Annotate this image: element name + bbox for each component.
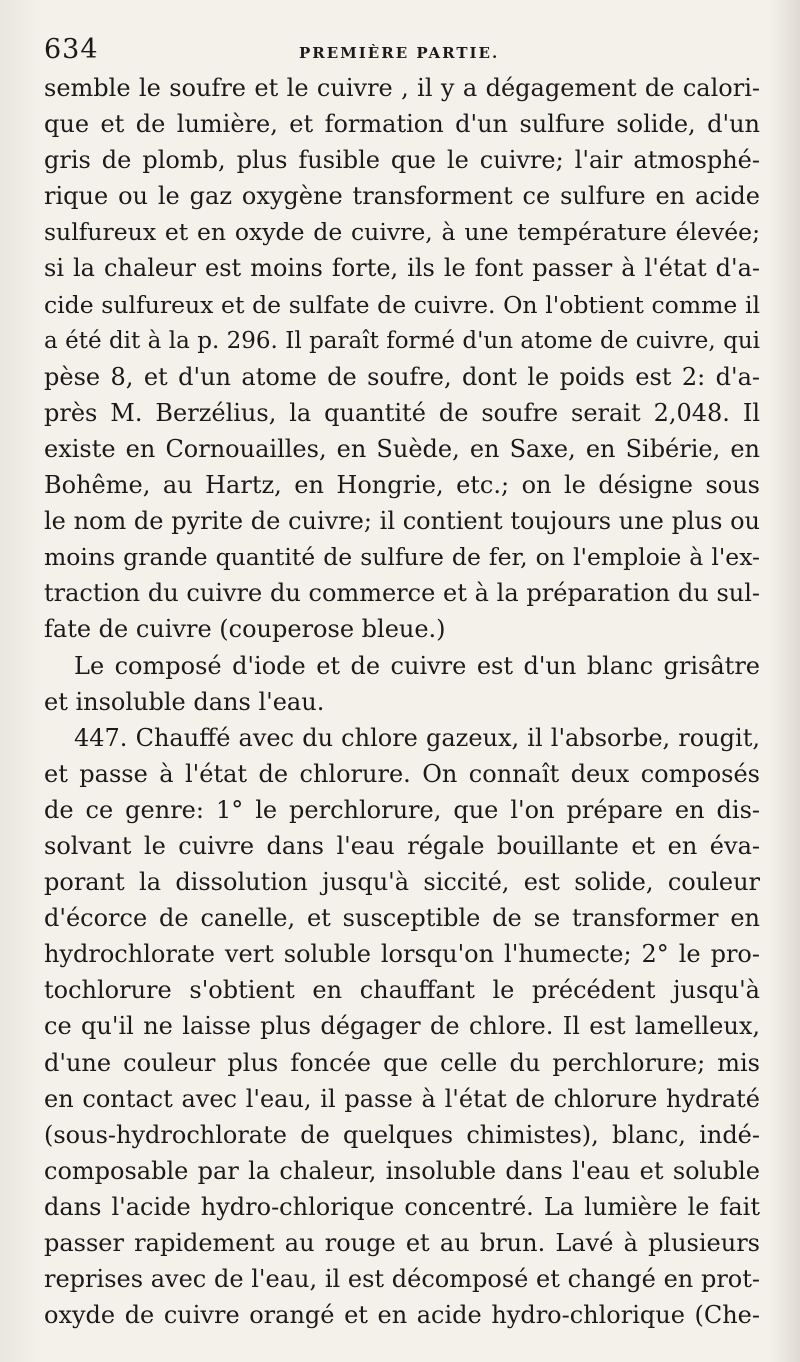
text-line: moins grande quantité de sulfure de fer, on l'emploie à l'ex- [44, 543, 760, 572]
text-line: hydrochlorate vert soluble lorsqu'on l'humecte; 2° le pro- [44, 940, 760, 969]
page-number: 634 [44, 34, 99, 65]
text-line: si la chaleur est moins forte, ils le font passer à l'état d'a- [44, 254, 760, 283]
text-line: près M. Berzélius, la quantité de soufre serait 2,048. Il [44, 398, 760, 427]
page-header [44, 34, 760, 70]
text-line: dans l'acide hydro-chlorique concentré. La lumière le fait [44, 1192, 760, 1221]
text-line: que et de lumière, et formation d'un sulfure solide, d'un [44, 110, 760, 139]
text-line: tochlorure s'obtient en chauffant le précédent jusqu'à [44, 976, 760, 1005]
text-line: ce qu'il ne laisse plus dégager de chlore. Il est lamelleux, [44, 1012, 760, 1041]
text-line: (sous-hydrochlorate de quelques chimistes), blanc, indé- [44, 1120, 760, 1149]
body-text [44, 70, 760, 1333]
text-line: oxyde de cuivre orangé et en acide hydro-chlorique (Che- [44, 1301, 760, 1330]
text-line: traction du cuivre du commerce et à la préparation du sul- [44, 579, 760, 608]
text-line: 447. Chauffé avec du chlore gazeux, il l'absorbe, rougit, [74, 723, 760, 752]
text-line: en contact avec l'eau, il passe à l'état de chlorure hydraté [44, 1084, 760, 1113]
text-line: composable par la chaleur, insoluble dans l'eau et soluble [44, 1156, 760, 1185]
text-line: et passe à l'état de chlorure. On connaît deux composés [44, 759, 760, 788]
text-line: d'écorce de canelle, et susceptible de se transformer en [44, 904, 760, 933]
text-line: fate de cuivre (couperose bleue.) [44, 615, 446, 644]
text-line: pèse 8, et d'un atome de soufre, dont le poids est 2: d'a- [44, 362, 760, 391]
text-line: gris de plomb, plus fusible que le cuivre; l'air atmosphé- [44, 146, 760, 175]
text-line: porant la dissolution jusqu'à siccité, est solide, couleur [44, 868, 760, 897]
text-line: et insoluble dans l'eau. [44, 687, 325, 716]
text-line: a été dit à la p. 296. Il paraît formé d'un atome de cuivre, qui [44, 327, 760, 354]
text-line: reprises avec de l'eau, il est décomposé et changé en prot- [44, 1265, 760, 1294]
text-line: semble le soufre et le cuivre , il y a dégagement de calori- [44, 74, 760, 102]
text-line: sulfureux et en oxyde de cuivre, à une température élevée; [44, 218, 760, 247]
text-line: d'une couleur plus foncée que celle du perchlorure; mis [44, 1048, 760, 1077]
running-head: PREMIÈRE PARTIE. [299, 44, 500, 62]
text-line: existe en Cornouailles, en Suède, en Saxe, en Sibérie, en [44, 434, 760, 463]
text-line: solvant le cuivre dans l'eau régale bouillante et en éva- [44, 831, 760, 860]
text-line: cide sulfureux et de sulfate de cuivre. On l'obtient comme il [44, 290, 760, 319]
text-line: Bohême, au Hartz, en Hongrie, etc.; on le désigne sous [44, 471, 760, 500]
text-line: le nom de pyrite de cuivre; il contient toujours une plus ou [44, 507, 760, 536]
text-line: passer rapidement au rouge et au brun. Lavé à plusieurs [44, 1229, 760, 1257]
text-line: de ce genre: 1° le perchlorure, que l'on prépare en dis- [44, 795, 760, 824]
text-line: Le composé d'iode et de cuivre est d'un blanc grisâtre [74, 651, 760, 680]
text-line: rique ou le gaz oxygène transforment ce sulfure en acide [44, 182, 760, 211]
